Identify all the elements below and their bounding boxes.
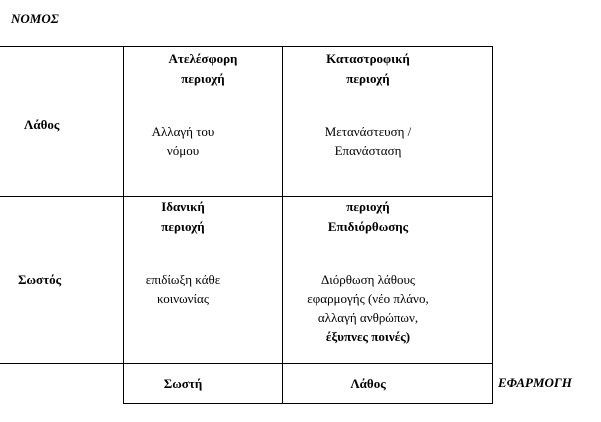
ineffective-region-body (104, 122, 262, 160)
correction-region-body (283, 270, 453, 346)
law-axis-label: ΝΟΜΟΣ (11, 11, 59, 26)
body-line-bold: έξυπνες ποινές) (325, 329, 411, 344)
grid-right-border (492, 46, 493, 404)
application-axis-label: ΕΦΑΡΜΟΓΗ (498, 375, 572, 390)
ideal-region-body (104, 270, 262, 308)
row-label-correct: Σωστός (18, 272, 62, 287)
title-line: Ατελέσφορη (168, 51, 238, 66)
body-line: Επανάσταση (334, 143, 402, 158)
grid-footer-divider (0, 363, 493, 364)
catastrophic-region-title (283, 49, 453, 89)
body-line: νόμου (166, 143, 200, 158)
ineffective-region-title (124, 49, 282, 89)
column-label-correct: Σωστή (163, 376, 203, 391)
column-label-wrong: Λάθος (350, 376, 386, 391)
correction-region-title (283, 197, 453, 237)
title-line: Καταστροφική (326, 51, 410, 66)
body-line: εφαρμογής (νέο πλάνο, (307, 291, 429, 306)
grid-top-border (0, 46, 493, 47)
title-line: περιοχή (346, 199, 390, 214)
body-line: αλλαγή ανθρώπων, (317, 310, 419, 325)
catastrophic-region-body (283, 122, 453, 160)
title-line: Επιδιόρθωσης (327, 219, 409, 234)
body-line: κοινωνίας (156, 291, 210, 306)
ideal-region-title (104, 197, 262, 237)
body-line: επιδίωξη κάθε (145, 272, 221, 287)
title-line: περιοχή (346, 71, 390, 86)
body-line: Διόρθωση λάθους (320, 272, 416, 287)
title-line: περιοχή (181, 71, 225, 86)
body-line: Αλλαγή του (151, 124, 215, 139)
title-line: Ιδανική (161, 199, 205, 214)
body-line: Μετανάστευση / (324, 124, 412, 139)
grid-bottom-border (123, 403, 493, 404)
title-line: περιοχή (161, 219, 205, 234)
row-label-wrong: Λάθος (24, 117, 60, 132)
